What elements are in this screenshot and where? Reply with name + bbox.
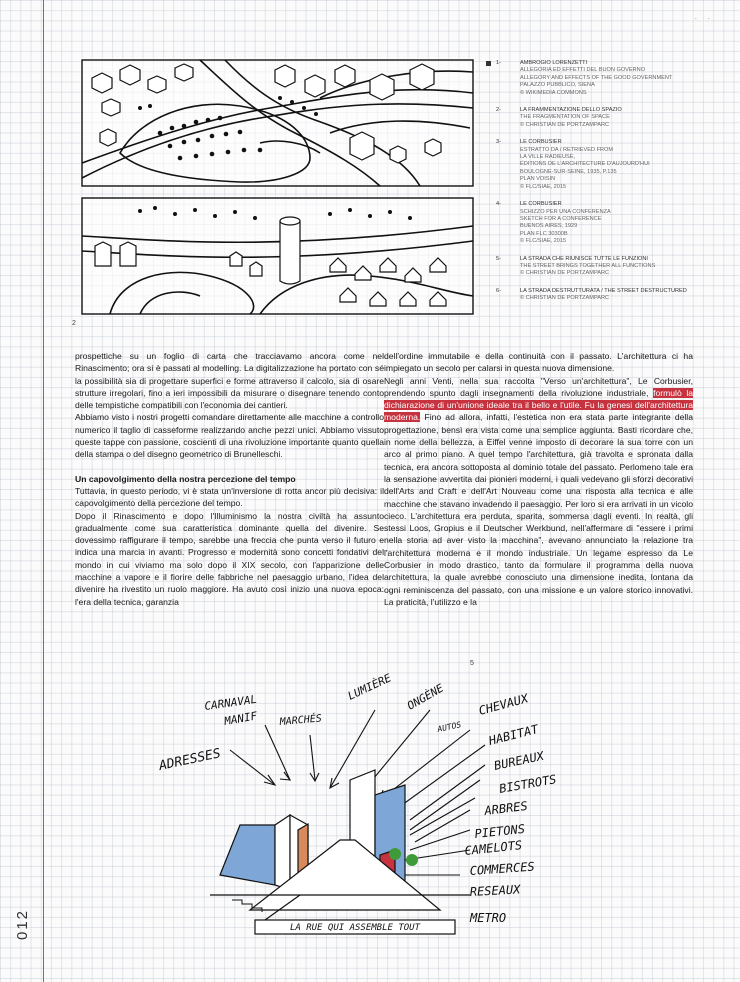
caption-line: LE CORBUSIER xyxy=(520,139,562,146)
caption-line: LA FRAMMENTAZIONE DELLO SPAZIO xyxy=(520,107,622,114)
caption-6 xyxy=(486,288,716,303)
street-word-commerces: COMMERCES xyxy=(469,859,536,878)
right-paragraph-2 xyxy=(384,375,693,609)
page-number: 012 xyxy=(14,908,31,940)
left-paragraph-2: Abbiamo visto i nostri progetti comandare direttamente alle macchine a controllo numerico il taglio di casseforme realizzando anche pezzi unici. Abbiamo vissuto queste tappe con passione, coscienti di una rivoluzione importante quanto quella della stampa o del disegno geometrico di Brunelleschi. xyxy=(75,412,384,460)
caption-line: © CHRISTIAN DE PORTZAMPARC xyxy=(520,295,610,302)
left-paragraph-3: Tuttavia, in questo periodo, vi è stata un'inversione di rotta ancor più decisiva: il capovolgimento della percezione del tempo. xyxy=(75,485,384,509)
caption-line: ALLEGORY AND EFFECTS OF THE GOOD GOVERNMENT xyxy=(520,74,673,81)
street-word-habitat: HABITAT xyxy=(487,722,540,748)
street-word-ongène: ONGÈNE xyxy=(405,681,446,713)
caption-number: 3- xyxy=(496,139,501,146)
street-perspective-sketch xyxy=(150,670,590,940)
street-word-chevaux: CHEVAUX xyxy=(477,691,530,718)
street-words-left xyxy=(157,671,462,774)
caption-line: SKETCH FOR A CONFERENCE xyxy=(520,215,602,222)
caption-3 xyxy=(486,139,716,191)
section-heading: Un capovolgimento della nostra percezione del tempo xyxy=(75,473,296,484)
caption-line: PLAN VOISIN xyxy=(520,176,556,183)
right-paragraph-1: dell'ordine immutabile e della continuità con il passato. L'architettura ci ha impiegato un secolo per calarsi in questa nuova dimensione. xyxy=(384,351,693,374)
right-paragraph-2-start: Negli anni Venti, nella sua raccolta "Verso un'architettura", Le Corbusier, prendendo spunto dagli insegnamenti della rivoluzione industriale, xyxy=(384,375,693,398)
caption-1 xyxy=(486,60,716,97)
caption-line: PALAZZO PUBBLICO, SIENA xyxy=(520,82,595,89)
caption-2 xyxy=(486,107,716,129)
caption-number: 1- xyxy=(496,60,501,66)
caption-line: PLAN FLC 30300B xyxy=(520,230,568,237)
caption-line: ESTRATTO DA / RETRIEVED FROM xyxy=(520,146,614,153)
left-column xyxy=(75,350,384,608)
margin-line xyxy=(43,0,44,982)
caption-bullet xyxy=(486,61,491,66)
figure-label-5: 5 xyxy=(470,660,474,667)
caption-line: © CHRISTIAN DE PORTZAMPARC xyxy=(520,270,610,277)
caption-line: BUENOS AIRES, 1929 xyxy=(520,223,578,230)
captions xyxy=(486,60,716,313)
right-column xyxy=(384,350,693,608)
left-paragraph-4: Dopo il Rinascimento e dopo l'Illuminismo la nostra civiltà ha assunto gradualmente come sua caratteristica dominante quella del divenire. Se dovessimo raffigurare il tempo, sarebbe una freccia che punta verso il futuro e indica una marcia in avanti. Progresso e modernità sono concetti fondativi del mondo in cui viviamo ma solo dopo il XIX secolo, con l'apparizione delle macchine a vapore e il fiorire delle fabbriche nel paesaggio urbano, l'idea del divenire ha rivestito un ruolo maggiore. Ha avuto così inizio una nuova epoca: l'era della tecnica, garanzia xyxy=(75,510,384,607)
caption-line: LE CORBUSIER xyxy=(520,201,562,208)
caption-line: THE STREET BRINGS TOGETHER ALL FUNCTIONS xyxy=(520,262,656,269)
street-word-lumière: LUMIÈRE xyxy=(345,671,394,703)
left-paragraph-1: prospettiche su un foglio di carta che tracciavamo ancora come nel Rinascimento; ora si è passati al modelling. La digitalizzazione ha portato con sé la possibilità sia di progettare superfici e forme attraverso il calcolo, sia di osare strutture irregolari, fino a ieri impossibili da misurare o disegnare tenendo conto delle tempistiche compatibili con l'economia dei cantieri. xyxy=(75,351,384,411)
street-word-metro: METRO xyxy=(470,911,507,925)
caption-line: © WIKIMEDIA COMMONS xyxy=(520,89,587,96)
caption-line: BOULOGNE-SUR-SEINE, 1935, P.135 xyxy=(520,168,617,175)
street-word-arbres: ARBRES xyxy=(483,798,529,818)
street-caption: LA RUE QUI ASSEMBLE TOUT xyxy=(289,923,421,933)
caption-line: © FLC/SIAE, 2015 xyxy=(520,238,567,245)
caption-line: ALLEGORIA ED EFFETTI DEL BUON GOVERNO xyxy=(520,67,646,74)
caption-5 xyxy=(486,256,716,278)
city-street-sketch xyxy=(80,196,475,316)
street-word-manif: MANIF xyxy=(223,709,259,728)
caption-4 xyxy=(486,201,716,245)
right-paragraph-2-end: Fino ad allora, infatti, l'estetica non era stata parte integrante della progettazione, bensì era vista come una semplice aggiunta. Basti ricordare che, in nome della bellezza, a Eiffel venne imposto di decorare la sua torre con un arco al primo piano. A quel tempo l'architettura, già travolta e spronata dalla tecnica, era ancora sottoposta al dominio totale del passato. Perlomeno tale era la sensazione avvertita dai pionieri moderni, i quali vedevano gli sforzi decorativi dell'Arts and Craft e dell'Art Nouveau come una risposta alla tecnica e alle macchine che stavano invadendo il paesaggio. Per loro si era arrivati in un vicolo cieco. L'architettura era perduta, sparita, sommersa dagli eventi. In realtà, gli stessi Loos, Gropius e il Deutscher Werkbund, nell'affermare di "essere i primi nella storia ad aver visto la macchina", avevano annunciato la relazione tra l'architettura moderna e il mondo industriale. Un legame espresso da Le Corbusier in modo drastico, tanto da formulare il programma della nuova architettura, la quale avrebbe conosciuto una dimensione inedita, lontana da ogni reminiscenza del passato, con una missione e un valore storico innovativi. La praticità, l'utilizzo e la xyxy=(384,412,693,607)
street-word-reseaux: RESEAUX xyxy=(469,882,521,899)
street-words-right xyxy=(464,691,558,925)
city-fragments-sketch xyxy=(80,58,475,188)
street-word-bureaux: BUREAUX xyxy=(492,748,546,773)
street-word-camelots: CAMELOTS xyxy=(463,838,523,858)
caption-line: THE FRAGMENTATION OF SPACE xyxy=(520,114,610,121)
street-word-autos: AUTOS xyxy=(436,720,462,734)
street-word-bistrots: BISTROTS xyxy=(498,772,558,796)
street-word-marchés: MARCHÉS xyxy=(279,713,323,728)
caption-line: LA STRADA DESTRUTTURATA / THE STREET DESTRUCTURED xyxy=(520,287,687,294)
caption-line: AMBROGIO LORENZETTI xyxy=(520,60,588,66)
caption-line: SCHIZZO PER UNA CONFERENZA xyxy=(520,208,611,215)
figure-label-2: 2 xyxy=(72,320,76,327)
caption-line: © CHRISTIAN DE PORTZAMPARC xyxy=(520,121,610,128)
caption-line: LA STRADA CHE RIUNISCE TUTTE LE FUNZIONI xyxy=(520,255,648,262)
street-word-adresses: ADRESSES xyxy=(157,746,223,774)
highlighted-quote: formulò la dichiarazione di un'unione ideale tra il bello e l'utile. Fu la genesi dell'architettura moderna. xyxy=(384,387,694,423)
caption-line: ÉDITIONS DE L'ARCHITECTURE D'AUJOURD'HUI xyxy=(520,161,650,168)
caption-line: LA VILLE RADIEUSE, xyxy=(520,154,576,161)
caption-number: 4- xyxy=(496,201,501,208)
street-word-carnaval: CARNAVAL xyxy=(203,692,258,713)
caption-number: 6- xyxy=(496,287,501,294)
street-word-pietons: PIETONS xyxy=(473,821,526,841)
caption-line: © FLC/SIAE, 2015 xyxy=(520,183,567,190)
caption-number: 2- xyxy=(496,107,501,114)
caption-number: 5- xyxy=(496,255,501,262)
page-marks: · · xyxy=(694,14,714,23)
